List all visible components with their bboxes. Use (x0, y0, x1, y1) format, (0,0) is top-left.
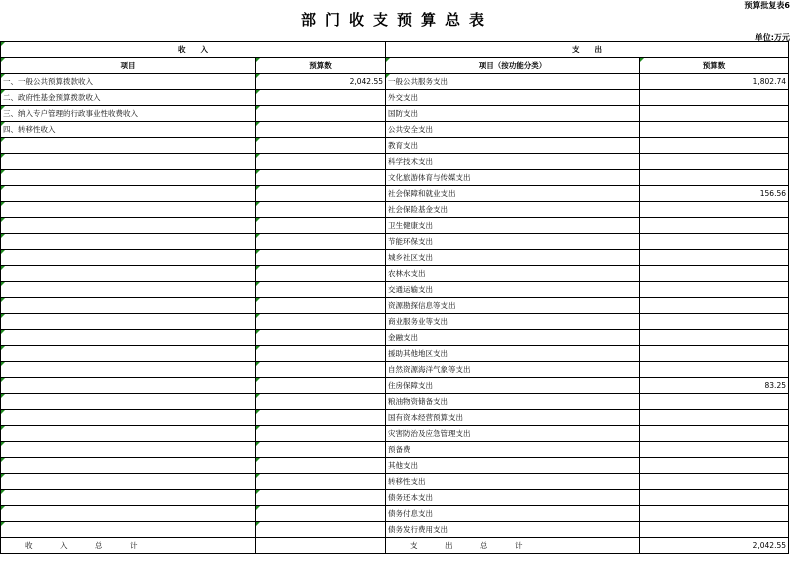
expense-amount-cell[interactable] (640, 442, 789, 458)
income-item-cell[interactable] (1, 282, 256, 298)
expense-item-cell[interactable]: 资源勘探信息等支出 (386, 298, 640, 314)
income-item-cell[interactable] (1, 218, 256, 234)
expense-amount-cell[interactable]: 83.25 (640, 378, 789, 394)
expense-item-cell[interactable]: 住房保障支出 (386, 378, 640, 394)
income-item-cell[interactable] (1, 442, 256, 458)
expense-item-cell[interactable]: 社会保障和就业支出 (386, 186, 640, 202)
income-amount-cell[interactable] (256, 330, 386, 346)
expense-amount-cell[interactable] (640, 426, 789, 442)
expense-item-cell[interactable]: 节能环保支出 (386, 234, 640, 250)
section-header-row (1, 42, 789, 58)
column-header-row (1, 58, 789, 74)
income-amount-cell[interactable] (256, 250, 386, 266)
income-amount-cell[interactable] (256, 122, 386, 138)
table-row (1, 282, 789, 298)
income-amount-cell[interactable] (256, 90, 386, 106)
table-row (1, 458, 789, 474)
expense-amount-cell[interactable] (640, 298, 789, 314)
expense-amount-cell[interactable]: 156.56 (640, 186, 789, 202)
expense-item-cell[interactable]: 债务付息支出 (386, 506, 640, 522)
expense-item-cell[interactable]: 农林水支出 (386, 266, 640, 282)
expense-amount-cell[interactable]: 1,802.74 (640, 74, 789, 90)
income-item-cell[interactable]: 二、政府性基金预算拨款收入 (1, 90, 256, 106)
table-row (1, 522, 789, 538)
expense-item-cell[interactable]: 商业服务业等支出 (386, 314, 640, 330)
income-amount-cell[interactable]: 2,042.55 (256, 74, 386, 90)
unit-label: 单位:万元 (754, 33, 790, 42)
expense-item-cell[interactable]: 预备费 (386, 442, 640, 458)
expense-amount-cell[interactable] (640, 122, 789, 138)
income-amount-cell[interactable] (256, 522, 386, 538)
table-row (1, 234, 789, 250)
page-title: 部门收支预算总表 (300, 11, 493, 29)
expense-item-cell[interactable]: 粮油物资储备支出 (386, 394, 640, 410)
income-amount-cell[interactable] (256, 234, 386, 250)
income-amount-cell[interactable] (256, 346, 386, 362)
expense-amount-cell[interactable] (640, 314, 789, 330)
expense-amount-cell[interactable] (640, 330, 789, 346)
income-amount-cell[interactable] (256, 362, 386, 378)
income-amount-cell[interactable] (256, 378, 386, 394)
income-item-cell[interactable] (1, 154, 256, 170)
income-item-cell[interactable] (1, 522, 256, 538)
income-amount-column-header[interactable]: 预算数 (256, 58, 386, 74)
income-item-cell[interactable] (1, 314, 256, 330)
expense-amount-cell[interactable] (640, 490, 789, 506)
income-item-cell[interactable] (1, 394, 256, 410)
table-row (1, 218, 789, 234)
expense-item-cell[interactable]: 转移性支出 (386, 474, 640, 490)
income-item-cell[interactable]: 四、转移性收入 (1, 122, 256, 138)
income-section-header[interactable]: 收 入 (1, 42, 386, 58)
total-expense-label[interactable]: 支 出 总 计 (386, 538, 640, 554)
table-row (1, 506, 789, 522)
table-row (1, 74, 789, 90)
expense-item-cell[interactable]: 国防支出 (386, 106, 640, 122)
income-amount-cell[interactable] (256, 154, 386, 170)
income-item-cell[interactable] (1, 474, 256, 490)
expense-amount-cell[interactable] (640, 362, 789, 378)
income-amount-cell[interactable] (256, 426, 386, 442)
expense-amount-cell[interactable] (640, 506, 789, 522)
income-amount-cell[interactable] (256, 298, 386, 314)
income-amount-cell[interactable] (256, 218, 386, 234)
income-amount-cell[interactable] (256, 282, 386, 298)
expense-amount-cell[interactable] (640, 106, 789, 122)
table-row (1, 122, 789, 138)
expense-section-header[interactable]: 支 出 (386, 42, 789, 58)
expense-amount-cell[interactable] (640, 474, 789, 490)
expense-amount-cell[interactable] (640, 250, 789, 266)
total-income-label[interactable]: 收 入 总 计 (1, 538, 256, 554)
expense-amount-cell[interactable] (640, 90, 789, 106)
table-row (1, 154, 789, 170)
budget-summary-table (0, 41, 789, 554)
income-item-cell[interactable] (1, 202, 256, 218)
expense-amount-cell[interactable] (640, 138, 789, 154)
expense-amount-cell[interactable] (640, 410, 789, 426)
income-amount-cell[interactable] (256, 202, 386, 218)
income-item-cell[interactable] (1, 506, 256, 522)
income-amount-cell[interactable] (256, 442, 386, 458)
income-item-cell[interactable]: 三、纳入专户管理的行政事业性收费收入 (1, 106, 256, 122)
expense-amount-cell[interactable] (640, 170, 789, 186)
expense-item-cell[interactable]: 债务还本支出 (386, 490, 640, 506)
income-amount-cell[interactable] (256, 138, 386, 154)
total-expense-amount[interactable]: 2,042.55 (640, 538, 789, 554)
table-row (1, 442, 789, 458)
table-row (1, 346, 789, 362)
table-row (1, 394, 789, 410)
expense-amount-cell[interactable] (640, 266, 789, 282)
total-income-amount[interactable] (256, 538, 386, 554)
table-row (1, 490, 789, 506)
income-amount-cell[interactable] (256, 394, 386, 410)
table-row (1, 170, 789, 186)
table-row (1, 138, 789, 154)
expense-amount-cell[interactable] (640, 346, 789, 362)
expense-amount-cell[interactable] (640, 218, 789, 234)
expense-amount-cell[interactable] (640, 202, 789, 218)
table-row (1, 314, 789, 330)
income-item-cell[interactable] (1, 490, 256, 506)
table-row (1, 266, 789, 282)
table-row (1, 250, 789, 266)
table-row (1, 362, 789, 378)
expense-amount-cell[interactable] (640, 154, 789, 170)
income-item-cell[interactable] (1, 186, 256, 202)
income-item-cell[interactable] (1, 138, 256, 154)
expense-amount-cell[interactable] (640, 282, 789, 298)
income-item-cell[interactable] (1, 250, 256, 266)
income-item-cell[interactable] (1, 330, 256, 346)
expense-amount-cell[interactable] (640, 394, 789, 410)
expense-item-cell[interactable]: 灾害防治及应急管理支出 (386, 426, 640, 442)
income-item-cell[interactable] (1, 234, 256, 250)
expense-item-cell[interactable]: 金融支出 (386, 330, 640, 346)
expense-item-cell[interactable]: 债务发行费用支出 (386, 522, 640, 538)
table-row (1, 410, 789, 426)
income-amount-cell[interactable] (256, 266, 386, 282)
income-amount-cell[interactable] (256, 186, 386, 202)
expense-amount-cell[interactable] (640, 234, 789, 250)
income-item-column-header[interactable]: 项目 (1, 58, 256, 74)
income-amount-cell[interactable] (256, 410, 386, 426)
expense-item-cell[interactable]: 国有资本经营预算支出 (386, 410, 640, 426)
expense-item-cell[interactable]: 外交支出 (386, 90, 640, 106)
table-row (1, 330, 789, 346)
expense-item-cell[interactable]: 公共安全支出 (386, 122, 640, 138)
expense-item-cell[interactable]: 其他支出 (386, 458, 640, 474)
table-row (1, 298, 789, 314)
income-amount-cell[interactable] (256, 106, 386, 122)
income-amount-cell[interactable] (256, 314, 386, 330)
income-amount-cell[interactable] (256, 458, 386, 474)
income-amount-cell[interactable] (256, 474, 386, 490)
table-row (1, 106, 789, 122)
income-amount-cell[interactable] (256, 506, 386, 522)
expense-item-cell[interactable]: 一般公共服务支出 (386, 74, 640, 90)
expense-item-cell[interactable]: 科学技术支出 (386, 154, 640, 170)
income-item-cell[interactable] (1, 298, 256, 314)
expense-amount-cell[interactable] (640, 458, 789, 474)
table-row (1, 426, 789, 442)
table-number-label: 预算批复表6 (744, 1, 790, 10)
total-row (1, 538, 789, 554)
expense-item-cell[interactable]: 自然资源海洋气象等支出 (386, 362, 640, 378)
table-row (1, 186, 789, 202)
expense-item-cell[interactable]: 城乡社区支出 (386, 250, 640, 266)
table-row (1, 90, 789, 106)
expense-item-cell[interactable]: 卫生健康支出 (386, 218, 640, 234)
income-amount-cell[interactable] (256, 490, 386, 506)
table-row (1, 202, 789, 218)
income-item-cell[interactable] (1, 346, 256, 362)
expense-item-cell[interactable]: 社会保险基金支出 (386, 202, 640, 218)
income-item-cell[interactable]: 一、一般公共预算拨款收入 (1, 74, 256, 90)
income-amount-cell[interactable] (256, 170, 386, 186)
expense-item-column-header[interactable]: 项目（按功能分类） (386, 58, 640, 74)
table-row (1, 378, 789, 394)
expense-item-cell[interactable]: 文化旅游体育与传媒支出 (386, 170, 640, 186)
income-item-cell[interactable] (1, 170, 256, 186)
income-item-cell[interactable] (1, 458, 256, 474)
income-item-cell[interactable] (1, 378, 256, 394)
income-item-cell[interactable] (1, 426, 256, 442)
expense-item-cell[interactable]: 交通运输支出 (386, 282, 640, 298)
table-row (1, 474, 789, 490)
expense-item-cell[interactable]: 援助其他地区支出 (386, 346, 640, 362)
expense-item-cell[interactable]: 教育支出 (386, 138, 640, 154)
income-item-cell[interactable] (1, 266, 256, 282)
expense-amount-cell[interactable] (640, 522, 789, 538)
income-item-cell[interactable] (1, 410, 256, 426)
income-item-cell[interactable] (1, 362, 256, 378)
expense-amount-column-header[interactable]: 预算数 (640, 58, 789, 74)
